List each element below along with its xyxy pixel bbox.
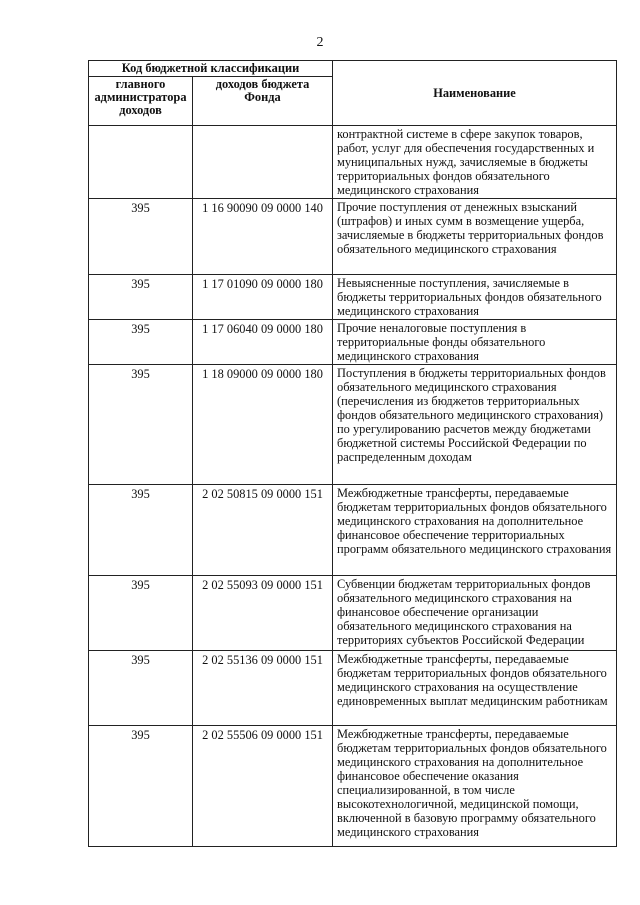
cell-code: 2 02 50815 09 0000 151 <box>193 485 333 576</box>
cell-admin: 395 <box>89 199 193 275</box>
table-row <box>89 365 617 485</box>
cell-name: Прочие неналоговые поступления в территориальные фонды обязательного медицинского страхования <box>333 320 617 365</box>
cell-code: 1 16 90090 09 0000 140 <box>193 199 333 275</box>
cell-code: 1 17 06040 09 0000 180 <box>193 320 333 365</box>
table-row <box>89 275 617 320</box>
cell-name: контрактной системе в сфере закупок товаров, работ, услуг для обеспечения государственных и муниципальных нужд, зачисляемые в бюджеты территориальных фондов обязательного медицинского страхования <box>333 126 617 199</box>
table-row <box>89 651 617 726</box>
budget-classification-table <box>88 60 617 847</box>
header-code: доходов бюджета Фонда <box>193 77 333 126</box>
header-admin: главного администратора доходов <box>89 77 193 126</box>
table-row <box>89 485 617 576</box>
cell-code: 1 18 09000 09 0000 180 <box>193 365 333 485</box>
cell-admin: 395 <box>89 320 193 365</box>
cell-name: Субвенции бюджетам территориальных фондов обязательного медицинского страхования на финансовое обеспечение организации обязательного медицинского страхования на территориях субъектов Российской Федерации <box>333 576 617 651</box>
cell-code: 2 02 55506 09 0000 151 <box>193 726 333 847</box>
header-group: Код бюджетной классификации <box>89 61 333 77</box>
cell-admin: 395 <box>89 365 193 485</box>
cell-name: Невыясненные поступления, зачисляемые в бюджеты территориальных фондов обязательного медицинского страхования <box>333 275 617 320</box>
cell-code: 2 02 55093 09 0000 151 <box>193 576 333 651</box>
cell-name: Поступления в бюджеты территориальных фондов обязательного медицинского страхования (перечисления из бюджетов территориальных фондов обязательного медицинского страхования) по урегулированию расчетов между бюджетами бюджетной системы Российской Федерации по распределенным доходам <box>333 365 617 485</box>
table-row <box>89 320 617 365</box>
cell-name: Прочие поступления от денежных взысканий (штрафов) и иных сумм в возмещение ущерба, зачисляемые в бюджеты территориальных фондов обязательного медицинского страхования <box>333 199 617 275</box>
cell-admin: 395 <box>89 576 193 651</box>
cell-admin <box>89 126 193 199</box>
cell-admin: 395 <box>89 485 193 576</box>
table-row <box>89 726 617 847</box>
cell-code: 2 02 55136 09 0000 151 <box>193 651 333 726</box>
table-row <box>89 126 617 199</box>
cell-admin: 395 <box>89 726 193 847</box>
cell-name: Межбюджетные трансферты, передаваемые бюджетам территориальных фондов обязательного медицинского страхования на дополнительное финансовое обеспечение оказания специализированной, в том числе высокотехнологичной, медицинской помощи, включенной в базовую программу обязательного медицинского страхования <box>333 726 617 847</box>
table-row <box>89 199 617 275</box>
cell-name: Межбюджетные трансферты, передаваемые бюджетам территориальных фондов обязательного медицинского страхования на осуществление единовременных выплат медицинским работникам <box>333 651 617 726</box>
cell-admin: 395 <box>89 275 193 320</box>
page-number: 2 <box>316 35 324 50</box>
header-name: Наименование <box>333 61 617 126</box>
table-row <box>89 576 617 651</box>
cell-name: Межбюджетные трансферты, передаваемые бюджетам территориальных фондов обязательного медицинского страхования на дополнительное финансовое обеспечение территориальных программ обязательного медицинского страхования <box>333 485 617 576</box>
cell-admin: 395 <box>89 651 193 726</box>
cell-code <box>193 126 333 199</box>
cell-code: 1 17 01090 09 0000 180 <box>193 275 333 320</box>
